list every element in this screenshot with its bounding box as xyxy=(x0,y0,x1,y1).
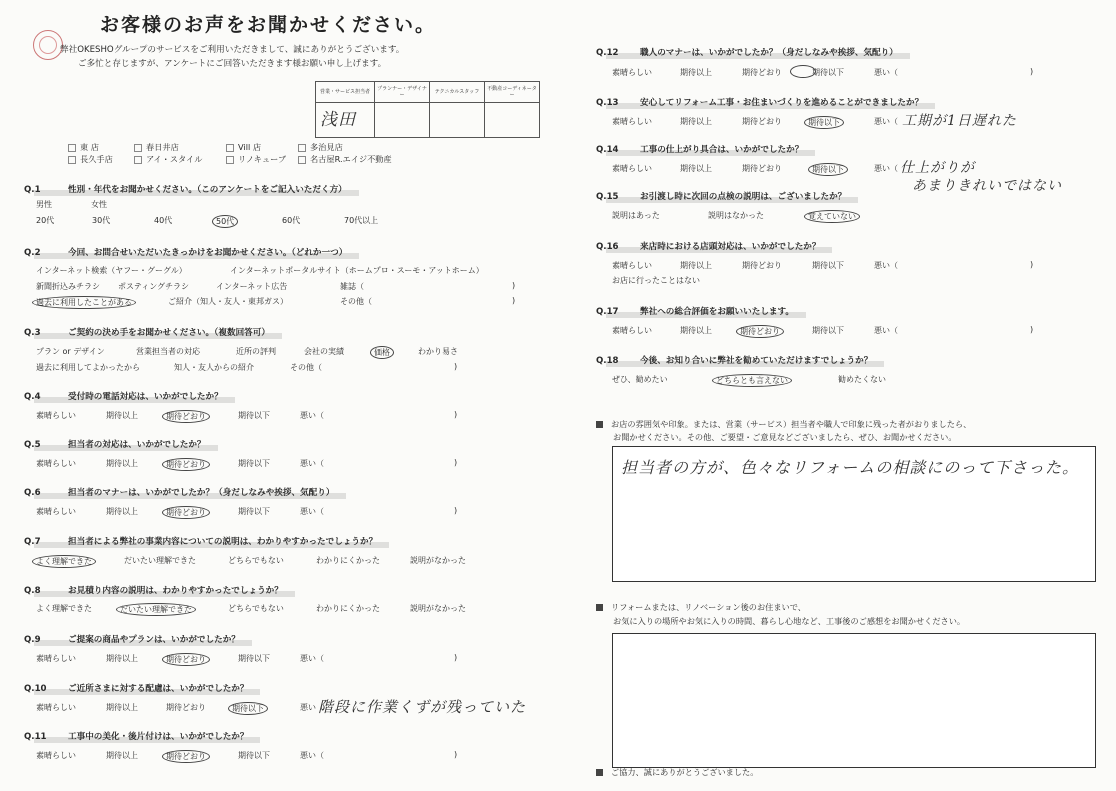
option-selected[interactable]: 価格 xyxy=(370,346,394,359)
option[interactable]: 素晴らしい xyxy=(612,164,652,173)
option[interactable]: 悪い（ xyxy=(300,751,324,760)
staff-cell xyxy=(430,103,485,138)
footer-thanks: ご協力、誠にありがとうございました。 xyxy=(596,767,758,778)
option-selected[interactable]: 期待どおり xyxy=(162,410,210,423)
option[interactable]: 素晴らしい xyxy=(612,117,652,126)
option[interactable]: 素晴らしい xyxy=(36,411,76,420)
option[interactable]: 期待以上 xyxy=(106,751,138,760)
handwritten-q13-comment: 工期が1日遅れた xyxy=(902,113,1017,129)
option[interactable]: 期待以下 xyxy=(238,459,270,468)
question-6-options: 素晴らしい 期待以上 期待どおり 期待以下 悪い（ ) xyxy=(36,506,458,517)
question-13: Q.13 安心してリフォーム工事・お住まいづくりを進めることができましたか？ xyxy=(596,96,923,108)
question-1-options-age xyxy=(36,215,396,227)
option[interactable]: 説明がなかった xyxy=(410,604,466,613)
question-17-options: 素晴らしい 期待以上 期待どおり 期待以下 悪い（ ) xyxy=(612,325,1034,336)
question-2-options-row2: 新聞折込みチラシ ポスティングチラシ インターネット広告 雑誌（ ) xyxy=(36,281,516,291)
question-9-options: 素晴らしい 期待以上 期待どおり 期待以下 悪い（ ) xyxy=(36,653,458,664)
question-12-options: 素晴らしい 期待以上 期待どおり 期待以下 悪い（ ) xyxy=(612,67,1034,77)
comment-section-1-line2: お聞かせください。その他、ご要望・ご意見などございましたら、ぜひ、お聞かせください。 xyxy=(613,432,957,442)
question-11-options: 素晴らしい 期待以上 期待どおり 期待以下 悪い（ ) xyxy=(36,750,458,761)
option[interactable]: 悪い（ xyxy=(874,326,898,335)
option[interactable]: 期待どおり xyxy=(166,703,206,712)
option[interactable]: 期待以下 xyxy=(238,654,270,663)
option[interactable]: 期待以下 xyxy=(812,261,844,270)
option[interactable]: 近所の評判 xyxy=(236,347,276,356)
option[interactable]: 素晴らしい xyxy=(612,326,652,335)
question-17: Q.17 弊社への総合評価をお願いいたします。 xyxy=(596,305,794,317)
comment-section-2-line2: お気に入りの場所やお気に入りの時間、暮らし心地など、工事後のご感想をお聞かせください。 xyxy=(613,616,966,626)
question-4-options: 素晴らしい 期待以上 期待どおり 期待以下 悪い（ ) xyxy=(36,410,458,421)
question-10: Q.10 ご近所さまに対する配慮は、いかがでしたか？ xyxy=(24,682,248,694)
checkbox-icon xyxy=(134,144,142,152)
store-checkbox[interactable]: リノキューブ xyxy=(226,154,286,165)
company-seal xyxy=(33,30,63,60)
question-5-options: 素晴らしい 期待以上 期待どおり 期待以下 悪い（ ) xyxy=(36,458,458,469)
question-8-options xyxy=(36,603,486,615)
question-1-options-gender xyxy=(36,199,356,211)
question-15: Q.15 お引渡し時に次回の点検の説明は、ございましたか？ xyxy=(596,190,846,202)
option[interactable]: 期待以上 xyxy=(680,326,712,335)
store-checkbox[interactable]: 東 店 xyxy=(68,142,99,153)
option[interactable]: ご紹介（知人・友人・東邦ガス） xyxy=(168,297,288,306)
option[interactable]: 悪い（ xyxy=(874,164,898,173)
question-3-options-row2: 過去に利用してよかったから 知人・友人からの紹介 その他（ ) xyxy=(36,362,458,372)
question-18: Q.18 今後、お知り合いに弊社を勧めていただけますでしょうか？ xyxy=(596,354,872,366)
option[interactable]: 悪い（ xyxy=(300,411,324,420)
question-8: Q.8 お見積り内容の説明は、わかりやすかったでしょうか？ xyxy=(24,584,283,596)
option[interactable]: 悪い（ xyxy=(874,68,898,77)
option[interactable]: 素晴らしい xyxy=(36,459,76,468)
option[interactable]: 40代 xyxy=(154,216,173,225)
option[interactable]: インターネット検索（ヤフー・グーグル） xyxy=(36,266,187,275)
option[interactable]: 期待以上 xyxy=(106,411,138,420)
checkbox-icon xyxy=(298,144,306,152)
handwritten-q10-comment: 階段に作業くずが残っていた xyxy=(318,698,527,716)
option-selected[interactable]: 期待どおり xyxy=(162,653,210,666)
option[interactable]: 期待どおり xyxy=(742,164,782,173)
staff-header-realestate: 不動産コーディネーター xyxy=(485,82,540,103)
question-14: Q.14 工事の仕上がり具合は、いかがでしたか？ xyxy=(596,143,803,155)
store-checkbox[interactable]: 長久手店 xyxy=(68,154,113,165)
option[interactable]: 素晴らしい xyxy=(36,751,76,760)
option[interactable]: 説明がなかった xyxy=(410,556,466,565)
option[interactable]: 素晴らしい xyxy=(36,507,76,516)
option-selected[interactable]: 過去に利用したことがある xyxy=(32,296,136,309)
option-selected[interactable]: よく理解できた xyxy=(32,555,96,568)
checkbox-icon xyxy=(68,156,76,164)
option[interactable]: 悪い（ xyxy=(300,703,324,712)
option[interactable]: 悪い（ xyxy=(300,654,324,663)
option[interactable]: 素晴らしい xyxy=(36,703,76,712)
question-14-options xyxy=(612,163,1042,175)
question-2: Q.2 今回、お問合せいただいたきっかけをお聞かせください。（どれか一つ） xyxy=(24,246,347,258)
question-3: Q.3 ご契約の決め手をお聞かせください。（複数回答可） xyxy=(24,326,270,338)
option[interactable]: 期待どおり xyxy=(742,117,782,126)
option[interactable]: 素晴らしい xyxy=(612,68,652,77)
question-5: Q.5 担当者の対応は、いかがでしたか？ xyxy=(24,438,206,450)
option-selected[interactable]: 期待以下 xyxy=(808,163,848,176)
option-selected[interactable]: 期待以下 xyxy=(804,116,844,129)
question-12: Q.12 職人のマナーは、いかがでしたか？（身だしなみや挨拶、気配り） xyxy=(596,46,898,58)
handwritten-q14-comment-line2: あまりきれいではない xyxy=(912,178,1062,194)
section-bullet-icon xyxy=(596,421,603,428)
selection-circle-mark xyxy=(790,65,816,78)
checkbox-icon xyxy=(226,144,234,152)
question-18-options xyxy=(612,374,942,386)
option[interactable]: その他（ xyxy=(290,363,322,372)
staff-header-technical: テクニカルスタッフ xyxy=(430,82,485,103)
option[interactable]: その他（ xyxy=(340,297,372,306)
option[interactable]: 30代 xyxy=(92,216,111,225)
comment-section-2-line1: リフォームまたは、リノベーション後のお住まいで、 xyxy=(596,602,806,613)
question-2-options-row3: 過去に利用したことがある ご紹介（知人・友人・東邦ガス） その他（ ) xyxy=(36,296,526,308)
option[interactable]: どちらでもない xyxy=(228,604,284,613)
intro-line-2: ご多忙と存じますが、アンケートにご回答いただきます様お願い申し上げます。 xyxy=(78,59,387,69)
option[interactable]: 期待以上 xyxy=(680,164,712,173)
option[interactable]: 期待以上 xyxy=(106,703,138,712)
store-checkbox[interactable]: 名古屋R.エイジ不動産 xyxy=(298,154,392,165)
staff-header-sales: 営業・サービス担当者 xyxy=(316,82,375,103)
option[interactable]: インターネット広告 xyxy=(216,282,288,291)
option-selected[interactable]: 期待どおり xyxy=(162,458,210,471)
question-9: Q.9 ご提案の商品やプランは、いかがでしたか？ xyxy=(24,633,240,645)
question-16-options-row2 xyxy=(612,275,812,287)
option[interactable]: 悪い（ xyxy=(300,459,324,468)
staff-table xyxy=(315,81,540,138)
checkbox-icon xyxy=(134,156,142,164)
question-6: Q.6 担当者のマナーは、いかがでしたか？（身だしなみや挨拶、気配り） xyxy=(24,486,334,498)
staff-cell xyxy=(485,103,540,138)
option-selected[interactable]: 期待以下 xyxy=(228,702,268,715)
comment-section-1-line1: お店の雰囲気や印象。または、営業（サービス）担当者や職人で印象に残った者がおりましたら、 xyxy=(596,419,971,430)
option[interactable]: どちらでもない xyxy=(228,556,284,565)
section-bullet-icon xyxy=(596,604,603,611)
store-checkbox[interactable]: 春日井店 xyxy=(134,142,179,153)
checkbox-icon xyxy=(298,156,306,164)
option-selected[interactable]: 期待どおり xyxy=(162,750,210,763)
question-1: Q.1 性別・年代をお聞かせください。（このアンケートをご記入いただく方） xyxy=(24,183,347,195)
section-bullet-icon xyxy=(596,769,603,776)
option[interactable]: 過去に利用してよかったから xyxy=(36,363,140,372)
option[interactable]: プラン or デザイン xyxy=(36,347,105,356)
option[interactable]: インターネットポータルサイト（ホームプロ・スーモ・アットホーム） xyxy=(230,266,484,275)
option[interactable]: 期待以上 xyxy=(106,507,138,516)
option[interactable]: わかり易さ xyxy=(418,347,458,356)
option[interactable]: 雑誌（ xyxy=(340,282,364,291)
comment-box-1[interactable] xyxy=(612,446,1096,582)
handwritten-comment-1: 担当者の方が、色々なリフォームの相談にのって下さった。 xyxy=(621,458,1080,477)
staff-sales-handwritten: 浅田 xyxy=(316,103,375,138)
page-title: お客様のお声をお聞かせください。 xyxy=(100,14,437,36)
option-selected[interactable]: だいたい理解できた xyxy=(116,603,196,616)
question-7: Q.7 担当者による弊社の事業内容についての説明は、わかりやすかったでしょうか？ xyxy=(24,535,377,547)
option[interactable]: 期待以上 xyxy=(106,654,138,663)
option[interactable]: 女性 xyxy=(91,200,107,209)
option[interactable]: わかりにくかった xyxy=(316,556,380,565)
option-selected[interactable]: 50代 xyxy=(212,215,238,228)
option[interactable]: 悪い（ xyxy=(874,261,898,270)
option[interactable]: 悪い（ xyxy=(300,507,324,516)
checkbox-icon xyxy=(226,156,234,164)
option[interactable]: 営業担当者の対応 xyxy=(136,347,200,356)
question-3-options-row1 xyxy=(36,346,476,358)
option[interactable]: 悪い（ xyxy=(874,117,898,126)
option[interactable]: 期待以下 xyxy=(238,751,270,760)
store-checkbox[interactable]: アイ・スタイル xyxy=(134,154,202,165)
option[interactable]: 会社の実績 xyxy=(304,347,344,356)
option[interactable]: 勧めたくない xyxy=(838,375,886,384)
option-selected[interactable]: 期待どおり xyxy=(162,506,210,519)
option[interactable]: 期待以下 xyxy=(238,507,270,516)
option[interactable]: ポスティングチラシ xyxy=(118,282,190,291)
question-11: Q.11 工事中の美化・後片付けは、いかがでしたか？ xyxy=(24,730,248,742)
handwritten-q14-comment-line1: 仕上がりが xyxy=(900,160,975,176)
option[interactable]: 20代 xyxy=(36,216,55,225)
question-16-options-row1: 素晴らしい 期待以上 期待どおり 期待以下 悪い（ ) xyxy=(612,260,1034,270)
option[interactable]: ぜひ、勧めたい xyxy=(612,375,668,384)
option[interactable]: 男性 xyxy=(36,200,52,209)
option[interactable]: 期待以上 xyxy=(680,68,712,77)
option[interactable]: 新聞折込みチラシ xyxy=(36,282,100,291)
option[interactable]: 70代以上 xyxy=(344,216,379,225)
store-checkbox[interactable]: Vill 店 xyxy=(226,142,261,153)
option[interactable]: 説明はなかった xyxy=(708,211,764,220)
staff-header-planner: プランナー・デザイナー xyxy=(375,82,430,103)
option[interactable]: 素晴らしい xyxy=(612,261,652,270)
checkbox-icon xyxy=(68,144,76,152)
comment-box-2[interactable] xyxy=(612,633,1096,768)
option[interactable]: よく理解できた xyxy=(36,604,92,613)
option[interactable]: わかりにくかった xyxy=(316,604,380,613)
option-selected[interactable]: どちらとも言えない xyxy=(712,374,792,387)
question-2-options-row1 xyxy=(36,265,526,277)
option[interactable]: お店に行ったことはない xyxy=(612,276,700,285)
option[interactable]: 説明はあった xyxy=(612,211,660,220)
question-4: Q.4 受付時の電話対応は、いかがでしたか？ xyxy=(24,390,223,402)
option[interactable]: だいたい理解できた xyxy=(124,556,196,565)
option[interactable]: 知人・友人からの紹介 xyxy=(174,363,254,372)
option[interactable]: 期待以上 xyxy=(106,459,138,468)
question-7-options xyxy=(36,555,486,567)
option[interactable]: 期待どおり xyxy=(742,68,782,77)
option[interactable]: 期待以下 xyxy=(812,326,844,335)
intro-line-1: 弊社OKESHOグループのサービスをご利用いただきまして、誠にありがとうございます。 xyxy=(60,45,405,55)
option[interactable]: 期待以上 xyxy=(680,261,712,270)
option[interactable]: 期待以上 xyxy=(680,117,712,126)
option-selected[interactable]: 期待どおり xyxy=(736,325,784,338)
question-16: Q.16 来店時における店頭対応は、いかがでしたか？ xyxy=(596,240,820,252)
option[interactable]: 期待以下 xyxy=(812,68,844,77)
staff-cell xyxy=(375,103,430,138)
option[interactable]: 期待以下 xyxy=(238,411,270,420)
option[interactable]: 素晴らしい xyxy=(36,654,76,663)
question-15-options xyxy=(612,210,942,222)
option-selected[interactable]: 覚えていない xyxy=(804,210,860,223)
store-checkbox[interactable]: 多治見店 xyxy=(298,142,343,153)
option[interactable]: 期待どおり xyxy=(742,261,782,270)
option[interactable]: 60代 xyxy=(282,216,301,225)
